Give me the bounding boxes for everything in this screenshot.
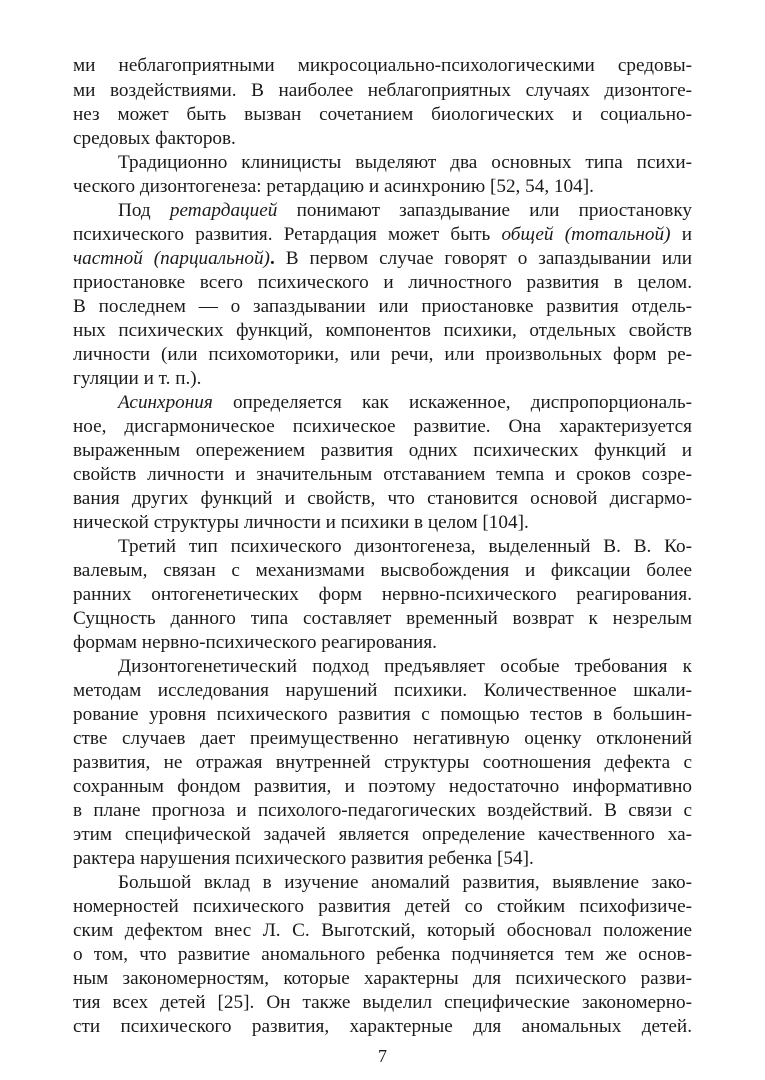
- text-span: и: [670, 224, 692, 245]
- text-line: сти психического развития, характерные для аномальных детей.: [73, 1016, 692, 1037]
- text-line: Сущность данного типа составляет временный возврат к незрелым: [73, 608, 692, 629]
- emphasis-general: общей (тотальной): [501, 224, 671, 245]
- text-line: о том, что развитие аномального ребенка подчиняется тем же основ-: [73, 944, 692, 965]
- text-line: ным закономерностям, которые характерны для психического разви-: [73, 968, 692, 989]
- text-line-partial: [73, 247, 692, 271]
- text-line: рактера нарушения психического развития ребенка [54].: [73, 848, 534, 869]
- page-number: 7: [378, 1046, 387, 1066]
- text-line: методам исследования нарушений психики. Количественное шкали-: [73, 680, 692, 701]
- text-line-general: [73, 223, 692, 247]
- text-line: ми воздействиями. В наиболее неблагоприятных случаях дизонтоге-: [73, 80, 692, 101]
- text-line: гуляции и т. п.).: [73, 368, 202, 389]
- text-line: тия всех детей [25]. Он также выделил специфические закономерно-: [73, 992, 692, 1013]
- text-line: ных психических функций, компонентов психики, отдельных свойств: [73, 320, 692, 341]
- text-line: ческого дизонтогенеза: ретардацию и асинхронию [52, 54, 104].: [73, 176, 594, 197]
- text-line: вания других функций и свойств, что становится основой дисгармо-: [73, 488, 692, 509]
- text-line: развития, не отражая внутренней структуры соотношения дефекта с: [73, 752, 692, 773]
- text-line: нической структуры личности и психики в целом [104].: [73, 512, 529, 533]
- text-line: личности (или психомоторики, или речи, или произвольных форм ре-: [73, 344, 692, 365]
- text-line-retardation: [118, 199, 692, 223]
- text-line: выраженным опережением развития одних психических функций и: [73, 440, 692, 461]
- text-span: .: [269, 248, 275, 269]
- text-line: формам нервно-психического реагирования.: [73, 632, 437, 653]
- text-line: ским дефектом внес Л. С. Выготский, который обосновал положение: [73, 920, 692, 941]
- emphasis-retardation: ретардацией: [169, 200, 278, 221]
- text-line: Большой вклад в изучение аномалий развития, выявление зако-: [118, 872, 692, 893]
- text-line: средовых факторов.: [73, 128, 236, 149]
- text-line: приостановке всего психического и личностного развития в целом.: [73, 272, 692, 293]
- emphasis-partial: частной (парциальной): [73, 248, 270, 269]
- text-line: в плане прогноза и психолого-педагогических воздействий. В связи с: [73, 800, 692, 821]
- text-line: нез может быть вызван сочетанием биологических и социально-: [73, 104, 692, 125]
- text-line: сохранным фондом развития, и поэтому недостаточно информативно: [73, 776, 692, 797]
- text-line: ное, дисгармоническое психическое развитие. Она характеризуется: [73, 416, 692, 437]
- text-span: В первом случае говорят о запаздывании или: [274, 248, 692, 269]
- text-line: свойств личности и значительным отставанием темпа и сроков созре-: [73, 464, 692, 485]
- text-line: этим специфической задачей является определение качественного ха-: [73, 824, 692, 845]
- text-line-asynchrony: [118, 391, 692, 415]
- text-line: Третий тип психического дизонтогенеза, выделенный В. В. Ко-: [118, 536, 692, 557]
- text-line: валевым, связан с механизмами высвобождения и фиксации более: [73, 560, 692, 581]
- text-span: понимают запаздывание или приостановку: [277, 200, 692, 221]
- text-line: ранних онтогенетических форм нервно-психического реагирования.: [73, 584, 692, 605]
- text-span: определяется как искаженное, диспропорциональ-: [212, 392, 692, 413]
- text-line: стве случаев дает преимущественно негативную оценку отклонений: [73, 728, 692, 749]
- text-line: Традиционно клиницисты выделяют два основных типа психи-: [118, 152, 692, 173]
- text-span: Под: [118, 200, 170, 221]
- emphasis-asynchrony: Асинхрония: [118, 392, 213, 413]
- text-line: ми неблагоприятными микросоциально-психологическими средовы-: [73, 55, 692, 76]
- text-span: психического развития. Ретардация может быть: [73, 224, 502, 245]
- text-line: Дизонтогенетический подход предъявляет особые требования к: [118, 656, 692, 677]
- text-line: рование уровня психического развития с помощью тестов в большин-: [73, 704, 692, 725]
- text-line: номерностей психического развития детей со стойким психофизиче-: [73, 896, 692, 917]
- text-line: В последнем — о запаздывании или приостановке развития отдель-: [73, 296, 692, 317]
